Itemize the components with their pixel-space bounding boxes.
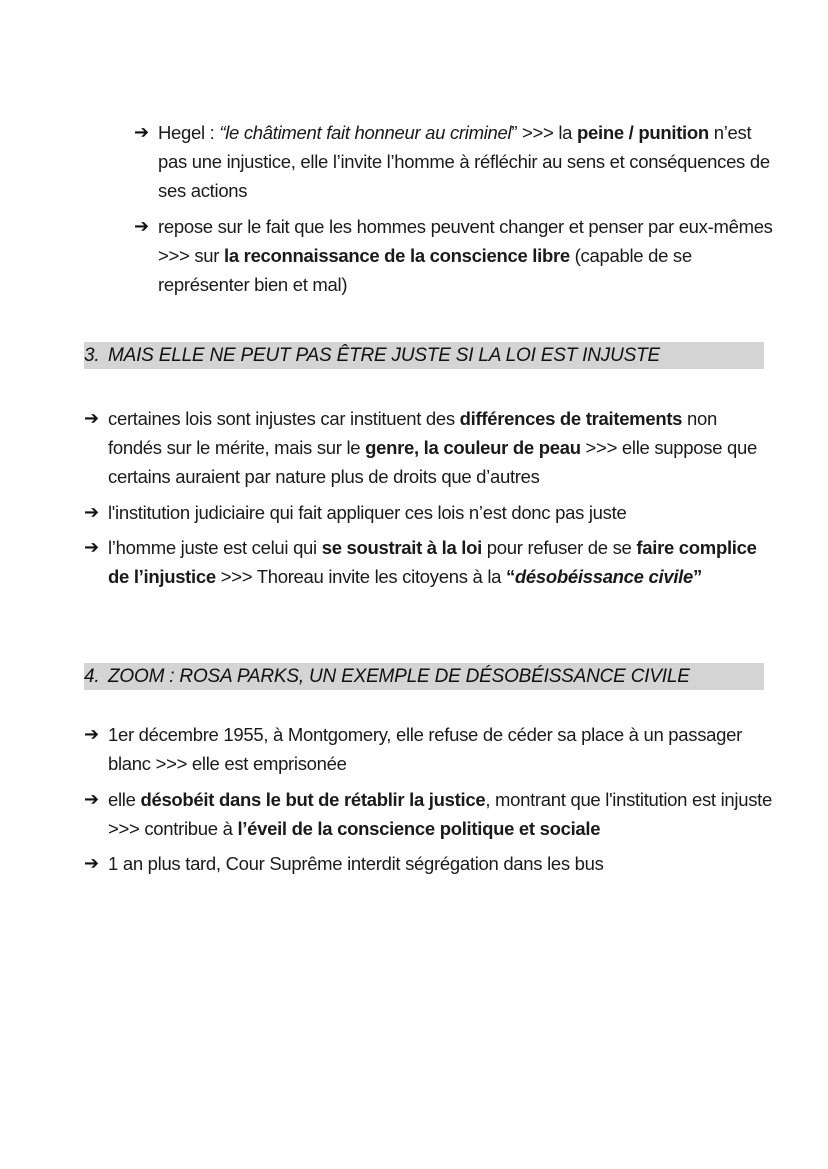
list-item xyxy=(84,849,774,878)
text-run: se soustrait à la loi xyxy=(321,537,482,558)
list-item xyxy=(84,785,774,843)
list-item xyxy=(84,498,774,527)
text-run: peine / punition xyxy=(577,122,709,143)
text-run: “ xyxy=(505,566,515,587)
text-run: 1 an plus tard, Cour Suprême interdit ségrégation dans les bus xyxy=(108,853,604,874)
text-run: l'institution judiciaire qui fait appliquer ces lois n’est donc pas juste xyxy=(108,502,627,523)
section-heading-3 xyxy=(84,342,764,369)
list-item-text xyxy=(108,785,774,843)
right-arrow-icon: ➔ xyxy=(84,789,99,810)
text-run: certaines lois sont injustes car instituent des xyxy=(108,408,460,429)
list-item-text xyxy=(158,212,774,299)
right-arrow-icon: ➔ xyxy=(84,724,99,745)
right-arrow-icon: ➔ xyxy=(84,502,99,523)
right-arrow-icon: ➔ xyxy=(84,537,99,558)
text-run: Hegel : xyxy=(158,122,220,143)
list-item xyxy=(84,720,774,778)
section-heading-4 xyxy=(84,663,764,690)
list-item-text xyxy=(108,498,774,527)
text-run: l’éveil de la conscience politique et sociale xyxy=(237,818,601,839)
text-run: différences de traitements xyxy=(459,408,683,429)
text-run: 1er décembre 1955, à Montgomery, elle refuse de céder sa place à un passager blanc >>> elle est emprisonée xyxy=(108,724,742,774)
right-arrow-icon: ➔ xyxy=(134,216,149,237)
list-item-text xyxy=(108,849,774,878)
text-run: désobéit dans le but de rétablir la justice xyxy=(140,789,486,810)
text-run: >>> Thoreau invite les citoyens à la xyxy=(215,566,506,587)
section-title: MAIS ELLE NE PEUT PAS ÊTRE JUSTE SI LA LOI EST INJUSTE xyxy=(108,345,660,366)
text-run: ” >>> la xyxy=(511,122,578,143)
text-run: n’est pas une injustice, elle l’invite l’homme à réfléchir au sens et conséquences de ses actions xyxy=(158,122,770,201)
list-item xyxy=(84,404,774,491)
text-run: faire complice de l’injustice xyxy=(108,537,757,587)
text-run: l’homme juste est celui qui xyxy=(108,537,322,558)
list-item xyxy=(134,212,774,299)
text-run: genre, la couleur de peau xyxy=(365,437,581,458)
text-run: désobéissance civile xyxy=(514,566,693,587)
list-item-text xyxy=(108,533,774,591)
text-run: elle xyxy=(108,789,141,810)
text-run: “le châtiment fait honneur au criminel xyxy=(219,122,512,143)
text-run: repose sur le fait que les hommes peuvent changer et penser par eux-mêmes >>> sur xyxy=(158,216,773,266)
right-arrow-icon: ➔ xyxy=(134,122,149,143)
list-item-text xyxy=(108,720,774,778)
section-number: 3. xyxy=(84,345,100,366)
list-item-text xyxy=(158,118,774,205)
right-arrow-icon: ➔ xyxy=(84,853,99,874)
list-item-text xyxy=(108,404,774,491)
text-run: non fondés sur le mérite, mais sur le xyxy=(108,408,717,458)
list-item xyxy=(84,533,774,591)
text-run: , montrant que l'institution est injuste >>> contribue à xyxy=(108,789,772,839)
text-run: >>> elle suppose que certains auraient par nature plus de droits que d’autres xyxy=(108,437,757,487)
list-item xyxy=(134,118,774,205)
text-run: ” xyxy=(693,566,702,587)
text-run: (capable de se représenter bien et mal) xyxy=(158,245,692,295)
right-arrow-icon: ➔ xyxy=(84,408,99,429)
text-run: pour refuser de se xyxy=(481,537,637,558)
text-run: la reconnaissance de la conscience libre xyxy=(224,245,570,266)
section-title: ZOOM : ROSA PARKS, UN EXEMPLE DE DÉSOBÉISSANCE CIVILE xyxy=(108,666,690,687)
section-number: 4. xyxy=(84,666,100,687)
